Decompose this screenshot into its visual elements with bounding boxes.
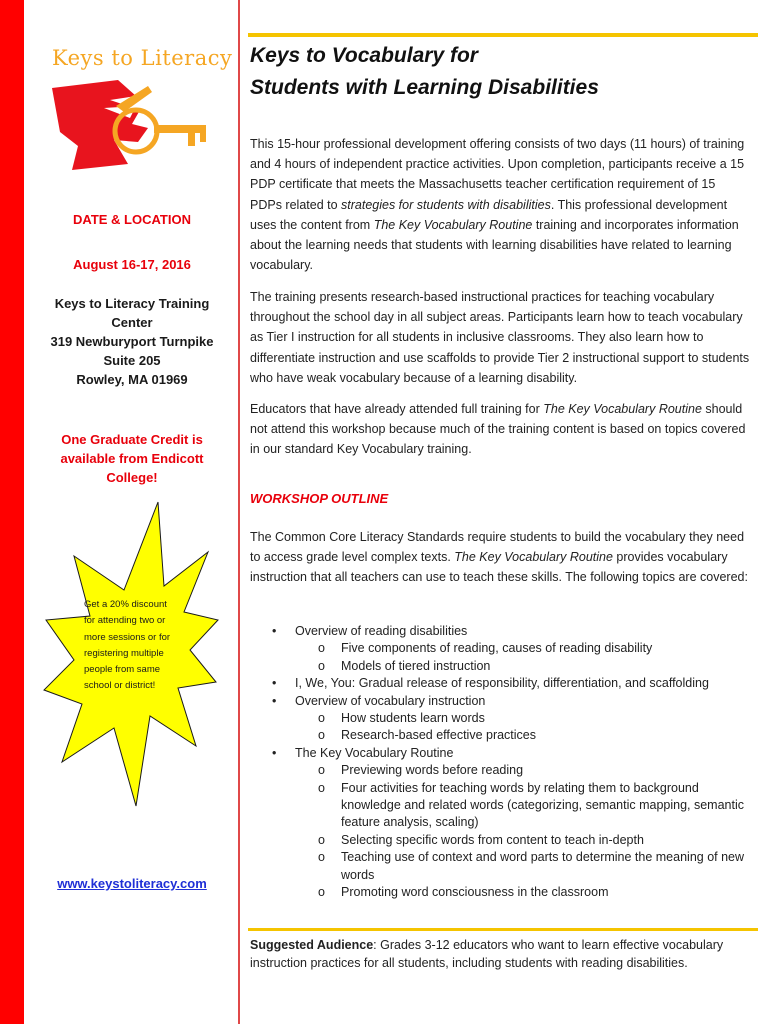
discount-line: school or district!: [84, 680, 156, 692]
subtopic-item: o How students learn words: [250, 710, 750, 727]
suggested-audience: [250, 936, 750, 972]
emphasis-text: The Key Vocabulary Routine: [373, 217, 533, 232]
credit-line: One Graduate Credit is: [61, 432, 203, 447]
subtopic-item: o Promoting word consciousness in the classroom: [250, 884, 750, 901]
topic-item: • Overview of reading disabilities: [250, 623, 750, 640]
address-line: 319 Newburyport Turnpike: [50, 334, 214, 349]
audience-label: Suggested Audience: [250, 938, 374, 952]
standards-paragraph: [250, 527, 750, 588]
subtopic-item: o Previewing words before reading: [250, 762, 750, 779]
address-line: Keys to Literacy Training: [54, 296, 210, 311]
subtopic-item: o Five components of reading, causes of reading disability: [250, 640, 750, 657]
topic-item: • I, We, You: Gradual release of responsibility, differentiation, and scaffolding: [250, 675, 750, 692]
text-run: . This professional development uses the content from: [250, 197, 728, 232]
logo-wordmark: Keys to Literacy: [52, 46, 233, 70]
text-run: Educators that have already attended full training for: [250, 402, 544, 416]
website-link[interactable]: www.keystoliteracy.com: [57, 876, 207, 891]
keys-to-literacy-logo: [44, 36, 233, 186]
sidebar-divider: [238, 0, 240, 1024]
subtopic-item: o Selecting specific words from content to teach in-depth: [250, 832, 750, 849]
date-location-heading: DATE & LOCATION: [73, 212, 191, 227]
audience-top-rule: [248, 928, 758, 931]
discount-line: people from same: [84, 664, 161, 676]
text-run: should not attend this workshop because much of the training content is based on topics covered in our standard Key Vocabulary training.: [250, 402, 746, 457]
discount-line: more sessions or for: [84, 631, 171, 643]
address-line: Rowley, MA 01969: [76, 372, 188, 387]
topic-list: [250, 623, 750, 902]
title-line: Keys to Vocabulary for: [250, 44, 478, 67]
subtopic-item: o Models of tiered instruction: [250, 658, 750, 675]
discount-offer: [84, 597, 184, 695]
topic-item: • The Key Vocabulary Routine: [250, 745, 750, 762]
discount-line: registering multiple: [84, 647, 164, 659]
attendance-note-paragraph: [250, 399, 750, 460]
page-title: [250, 40, 750, 104]
audience-text: : Grades 3-12 educators who want to learn effective vocabulary instruction practices for all students, including students with reading disabilities.: [250, 938, 724, 970]
red-edge-stripe: [0, 0, 24, 1024]
training-paragraph: The training presents research-based instructional practices for teaching vocabulary throughout the school day in all subject areas. Participants learn how to teach vocabulary as Tier I instruction for all students in inclusive classrooms. They also learn how to differentiate instruction and use scaffolds to provide Tier 2 instructional support to students who have weak vocabulary because of a learning disability.: [250, 290, 750, 385]
text-run: training and incorporates information about the learning needs that students with learning disabilities have related to learning vocabulary.: [250, 217, 739, 273]
subtopic-item: o Research-based effective practices: [250, 727, 750, 744]
workshop-outline-heading: WORKSHOP OUTLINE: [250, 491, 389, 506]
intro-paragraph: [250, 134, 750, 275]
emphasis-text: strategies for students with disabilities: [341, 197, 551, 212]
credit-line: College!: [106, 470, 158, 485]
credit-line: available from Endicott: [60, 451, 204, 466]
address-line: Center: [111, 315, 153, 330]
text-run: provides vocabulary instruction that all teachers can use to teach these skills. The following topics are covered:: [250, 550, 748, 585]
title-top-rule: [248, 33, 758, 37]
subtopic-item: o Four activities for teaching words by relating them to background knowledge and related words (categorizing, semantic mapping, semantic feature analysis, scaling): [250, 780, 750, 832]
discount-line: for attending two or: [84, 615, 166, 627]
title-line: Students with Learning Disabilities: [250, 76, 599, 99]
event-date: August 16-17, 2016: [73, 257, 191, 272]
text-run: The Common Core Literacy Standards require students to build the vocabulary they need to access grade level complex texts.: [250, 530, 745, 565]
subtopic-item: o Teaching use of context and word parts to determine the meaning of new words: [250, 849, 750, 884]
graduate-credit-note: [34, 430, 230, 487]
venue-address: [34, 294, 230, 389]
topic-item: • Overview of vocabulary instruction: [250, 693, 750, 710]
text-run: This 15-hour professional development offering consists of two days (11 hours) of training and 4 hours of independent practice activities. Upon completion, participants receive a 15 PDP certificate that meets the Massachusetts teacher certification requirement of 15 PDPs related to: [250, 137, 745, 212]
address-line: Suite 205: [103, 353, 161, 368]
emphasis-text: The Key Vocabulary Routine: [454, 550, 613, 565]
emphasis-text: The Key Vocabulary Routine: [543, 402, 702, 416]
discount-line: Get a 20% discount: [84, 599, 167, 610]
